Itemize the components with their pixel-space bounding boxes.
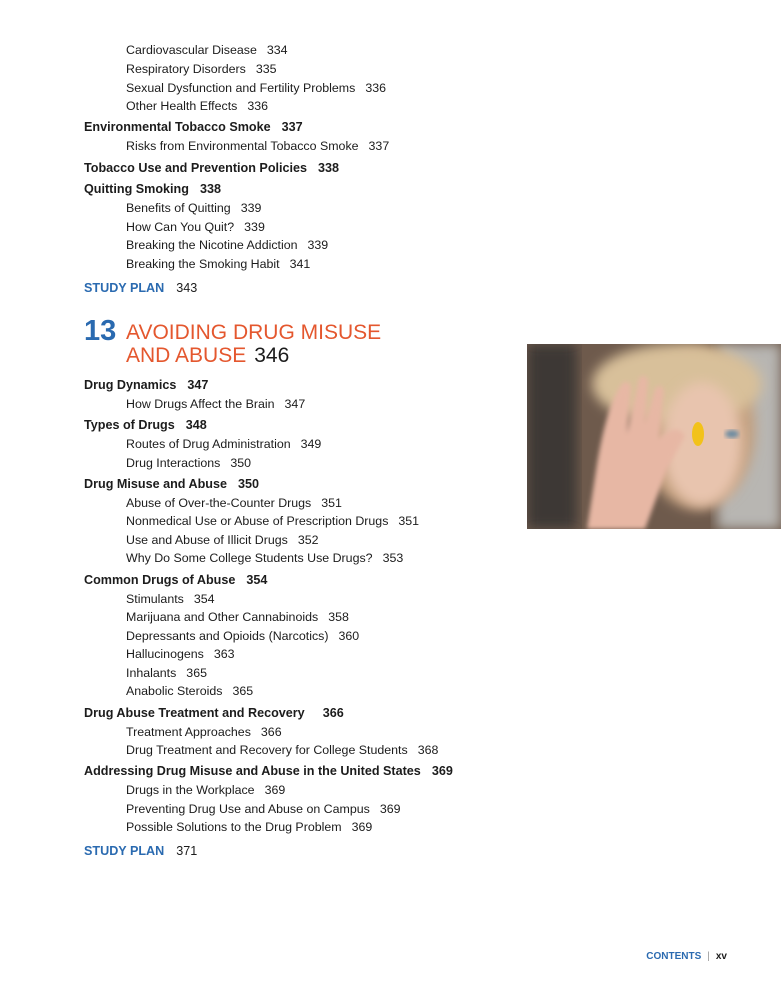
page-footer: CONTENTS | xv — [646, 951, 727, 962]
toc-entry-cardiovascular: Cardiovascular Disease 334 — [126, 43, 288, 57]
toc-section-drug-dynamics: Drug Dynamics 347 — [84, 378, 209, 392]
toc-entry-habit: Breaking the Smoking Habit 341 — [126, 257, 311, 271]
toc-entry-how-quit: How Can You Quit? 339 — [126, 220, 265, 234]
toc-entry-solutions: Possible Solutions to the Drug Problem 369 — [126, 820, 373, 834]
toc-entry-college-why: Why Do Some College Students Use Drugs? 353 — [126, 551, 404, 565]
toc-entry-college-treatment: Drug Treatment and Recovery for College Students 368 — [126, 743, 439, 757]
toc-entry-sexual-dysfunction: Sexual Dysfunction and Fertility Problems 336 — [126, 81, 387, 95]
study-plan-13: STUDY PLAN 371 — [84, 844, 198, 858]
toc-entry-depressants: Depressants and Opioids (Narcotics) 360 — [126, 629, 360, 643]
toc-entry-steroids: Anabolic Steroids 365 — [126, 684, 254, 698]
toc-entry-respiratory: Respiratory Disorders 335 — [126, 62, 277, 76]
toc-entry-illicit: Use and Abuse of Illicit Drugs 352 — [126, 533, 319, 547]
toc-entry-campus: Preventing Drug Use and Abuse on Campus 369 — [126, 802, 401, 816]
footer-separator: | — [707, 951, 710, 962]
toc-entry-brain: How Drugs Affect the Brain 347 — [126, 397, 306, 411]
toc-entry-interactions: Drug Interactions 350 — [126, 456, 252, 470]
toc-section-treatment: Drug Abuse Treatment and Recovery 366 — [84, 706, 344, 720]
toc-entry-marijuana: Marijuana and Other Cannabinoids 358 — [126, 610, 349, 624]
toc-entry-workplace: Drugs in the Workplace 369 — [126, 783, 286, 797]
toc-entry-inhalants: Inhalants 365 — [126, 666, 207, 680]
toc-entry-approaches: Treatment Approaches 366 — [126, 725, 282, 739]
toc-entry-prescription: Nonmedical Use or Abuse of Prescription Drugs 351 — [126, 514, 420, 528]
toc-entry-hallucinogens: Hallucinogens 363 — [126, 647, 235, 661]
page-number: xv — [715, 951, 727, 962]
yellow-pill — [692, 422, 704, 446]
chapter-title — [126, 321, 381, 367]
woman-holding-pill-photo — [527, 344, 781, 529]
toc-entry-stimulants: Stimulants 354 — [126, 592, 215, 606]
toc-section-quitting: Quitting Smoking 338 — [84, 182, 221, 196]
toc-section-types: Types of Drugs 348 — [84, 418, 207, 432]
chapter-title-line1: AVOIDING DRUG MISUSE — [126, 321, 382, 344]
toc-section-us: Addressing Drug Misuse and Abuse in the United States 369 — [84, 764, 453, 778]
toc-entry-other-effects: Other Health Effects 336 — [126, 99, 269, 113]
chapter-page: 346 — [254, 344, 290, 367]
chapter-title-line2: AND ABUSE 346 — [126, 344, 290, 367]
toc-entry-otc: Abuse of Over-the-Counter Drugs 351 — [126, 496, 342, 510]
chapter-number: 13 — [84, 315, 117, 347]
toc-entry-benefits: Benefits of Quitting 339 — [126, 201, 262, 215]
toc-section-ets: Environmental Tobacco Smoke 337 — [84, 120, 303, 134]
toc-section-common: Common Drugs of Abuse 354 — [84, 573, 268, 587]
toc-section-misuse: Drug Misuse and Abuse 350 — [84, 477, 259, 491]
toc-entry-routes: Routes of Drug Administration 349 — [126, 437, 322, 451]
study-plan-12: STUDY PLAN 343 — [84, 281, 198, 295]
toc-section-policy: Tobacco Use and Prevention Policies 338 — [84, 161, 340, 175]
toc-entry-nicotine: Breaking the Nicotine Addiction 339 — [126, 238, 329, 252]
toc-entry-ets-risks: Risks from Environmental Tobacco Smoke 337 — [126, 139, 390, 153]
chapter-photo — [527, 344, 781, 529]
